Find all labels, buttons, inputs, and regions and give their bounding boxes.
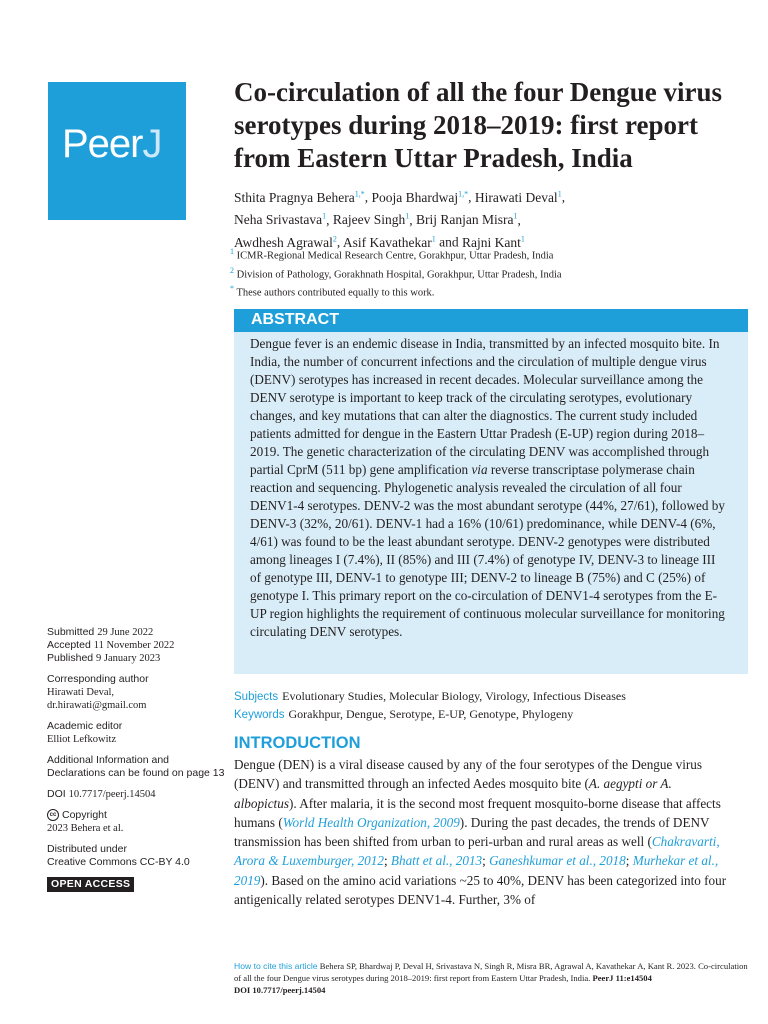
peerj-logo bbox=[48, 82, 186, 220]
affiliations bbox=[230, 245, 750, 301]
open-access-badge: OPEN ACCESS bbox=[47, 877, 134, 892]
article-title: Co-circulation of all the four Dengue virus serotypes during 2018–2019: first report from Eastern Uttar Pradesh, India bbox=[234, 77, 722, 173]
doi-block: DOI 10.7717/peerj.14504 bbox=[47, 788, 156, 800]
copyright-block: cc Copyright 2023 Behera et al. bbox=[47, 809, 124, 834]
author[interactable]: Asif Kavathekar$^1$ bbox=[342, 234, 436, 250]
author[interactable]: Hirawati Deval$^1$ bbox=[474, 189, 562, 205]
introduction-heading: INTRODUCTION bbox=[234, 734, 361, 752]
logo-text: PeerJ bbox=[62, 122, 162, 166]
abstract-text: Dengue fever is an endemic disease in India, transmitted by an infected mosquito bite. In India, the number of concurrent infections and the circulation of multiple dengue virus (DENV) serotypes has increased in recent decades. Molecular surveillance among the DENV serotype is important to keep track of the circulating serotypes, evolutionary changes, and key mutations that can alter the diagnostics. The current study included patients admitted for dengue in the Eastern Uttar Pradesh (E-UP) region during 2018–2019. The genetic characterization of the circulating DENV was accomplished through partial CprM (511 bp) gene amplification via reverse transcriptase polymerase chain reaction and sequencing. Phylogenetic analysis revealed the circulation of all four DENV1-4 serotypes. DENV-2 was the most abundant serotype (44%, 27/61), followed by DENV-3 (32%, 20/61). DENV-1 had a 16% (10/61) predominance, while DENV-4 (6%, 4/61) was found to be the least abundant serotype. DENV-2 genotypes were distributed among lineages I (7.4%), II (85%) and III (7.4%) of genotype IV, DENV-3 to lineage III of genotype III, DENV-1 to genotype III; DENV-2 to lineage B (75%) and C (25%) of genotype I. This primary report on the co-circulation of DENV1-4 serotypes from the E-UP region highlights the requirement of continuous molecular surveillance for monitoring circulating DENV serotypes. bbox=[250, 336, 725, 639]
citation-link[interactable]: World Health Organization, 2009 bbox=[282, 814, 460, 830]
author[interactable]: Sthita Pragnya Behera$^{1,*}$ bbox=[234, 189, 365, 205]
affiliation: $^2$ Division of Pathology, Gorakhnath Hospital, Gorakhpur, Uttar Pradesh, India bbox=[230, 265, 562, 280]
subjects-keywords bbox=[234, 688, 748, 724]
cc-icon: cc bbox=[47, 809, 59, 821]
author[interactable]: Brij Ranjan Misra$^1$ bbox=[415, 211, 518, 227]
article-sidebar bbox=[47, 626, 227, 892]
corresponding-email-link[interactable]: dr.hirawati@gmail.com bbox=[47, 700, 147, 711]
license-block: Distributed under Creative Commons CC-BY 4.0 bbox=[47, 843, 227, 869]
author-list: Sthita Pragnya Behera$^{1,*}$, Pooja Bhardwaj$^{1,*}$, Hirawati Deval$^1$, Neha Srivastava$^1$, Rajeev Singh$^1$, Brij Ranjan Misra$^1$, Awdhesh Agrawal$^2$, Asif Kavathekar$^1$ and Rajni Kant$^1$ bbox=[234, 189, 566, 250]
author[interactable]: Rajeev Singh$^1$ bbox=[332, 211, 410, 227]
footer-doi-link[interactable]: DOI 10.7717/peerj.14504 bbox=[234, 985, 326, 995]
keywords-line: Keywords Gorakhpur, Dengue, Serotype, E-UP, Genotype, Phylogeny bbox=[234, 707, 574, 721]
subjects-line: Subjects Evolutionary Studies, Molecular Biology, Virology, Infectious Diseases bbox=[234, 689, 626, 703]
citation-link[interactable]: Chakravarti, Arora & Luxemburger, 2012 bbox=[234, 834, 720, 869]
affiliation: * These authors contributed equally to this work. bbox=[230, 284, 435, 299]
corresponding-author-block: Corresponding author Hirawati Deval, dr.hirawati@gmail.com bbox=[47, 673, 227, 712]
dates-block: Submitted 29 June 2022 Accepted 11 November 2022 Published 9 January 2023 bbox=[47, 626, 175, 664]
license-link[interactable]: Creative Commons CC-BY 4.0 bbox=[47, 856, 190, 868]
author[interactable]: Neha Srivastava$^1$ bbox=[234, 211, 327, 227]
author[interactable]: Pooja Bhardwaj$^{1,*}$ bbox=[371, 189, 469, 205]
abstract-heading: ABSTRACT bbox=[251, 311, 339, 328]
affiliation: $^1$ ICMR-Regional Medical Research Centre, Gorakhpur, Uttar Pradesh, India bbox=[230, 247, 554, 262]
citation-link[interactable]: Murhekar et al., 2019 bbox=[234, 853, 719, 888]
academic-editor-block: Academic editor Elliot Lefkowitz bbox=[47, 720, 123, 745]
citation-link[interactable]: Bhatt et al., 2013 bbox=[390, 853, 483, 869]
abstract-header bbox=[234, 309, 748, 332]
introduction-text: Dengue (DEN) is a viral disease caused by any of the four serotypes of the Dengue virus (DENV) and transmitted through an infected Aedes mosquito bite (A. aegypti or A. albopictus). After malaria, it is the second most frequent mosquito-borne disease that affects humans (World Health Organization, 2009). During the past decades, the trends of DENV transmission has been shifted from urban to peri-urban and rural areas as well (Chakravarti, Arora & Luxemburger, 2012; Bhatt et al., 2013; Ganeshkumar et al., 2018; Murhekar et al., 2019). Based on the amino acid variations ~25 to 40%, DENV has been categorized into four antigenically related serotypes DENV1-4. Further, 3% of bbox=[234, 757, 727, 908]
additional-info-link[interactable]: Additional Information and Declarations can be found on page 13 bbox=[47, 754, 225, 779]
cite-label: How to cite this article bbox=[234, 961, 318, 971]
author[interactable]: Awdhesh Agrawal$^2$ bbox=[234, 234, 337, 250]
doi-link[interactable]: 10.7717/peerj.14504 bbox=[68, 789, 156, 800]
author[interactable]: Rajni Kant$^1$ bbox=[461, 234, 525, 250]
citation-footer: How to cite this article Behera SP, Bhardwaj P, Deval H, Srivastava N, Singh R, Misra BR, Agrawal A, Kavathekar A, Kant R. 2023. Co-circulation of all the four Dengue virus serotypes during 2018–2019: first report from Eastern Uttar Pradesh, India. PeerJ 11:e14504 DOI 10.7717/peerj.14504 bbox=[234, 961, 748, 995]
abstract-box bbox=[234, 332, 748, 674]
citation-link[interactable]: Ganeshkumar et al., 2018 bbox=[489, 853, 626, 869]
